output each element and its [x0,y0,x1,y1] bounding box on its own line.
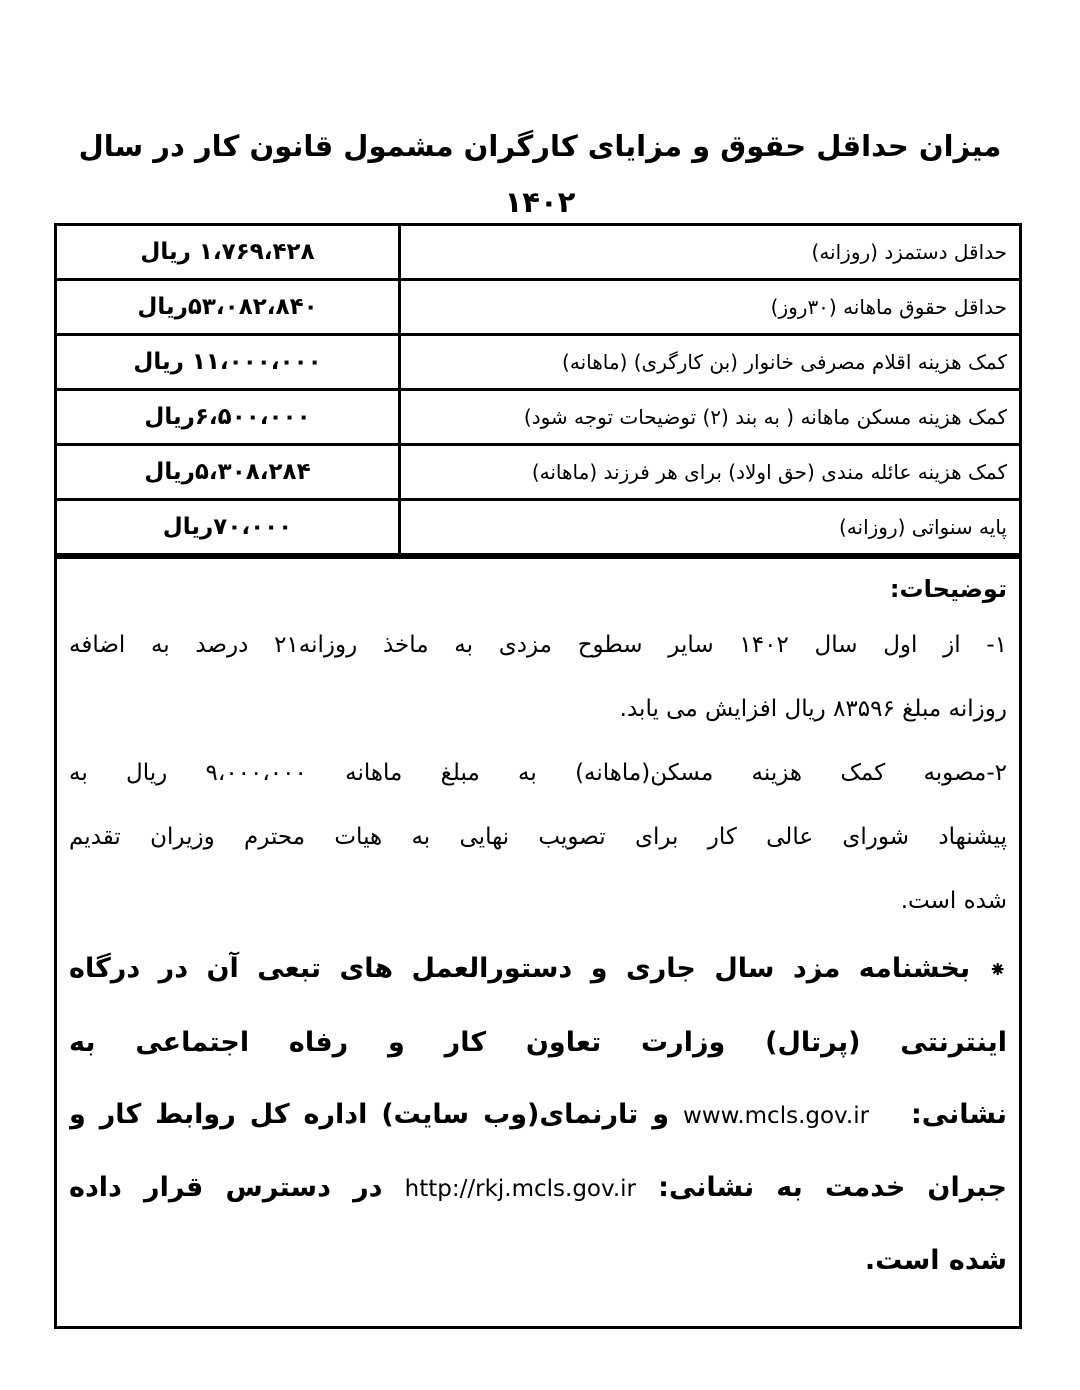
notes-section [57,556,1019,1326]
notice-text: در دسترس قرار داده [69,1172,383,1203]
circular-notice-line: شده است. [864,1245,1007,1276]
circular-notice-line [69,933,1007,1007]
asterisk-icon: ⁕ [988,958,1007,983]
note-1-line: روزانه مبلغ ۸۳۵۹۶ ریال افزایش می یابد. [619,696,1007,722]
row-value: ۵۳،۰۸۲،۸۴۰ریال [137,294,318,320]
ministry-website-link[interactable]: www.mcls.gov.ir [683,1103,870,1129]
notice-text: جبران خدمت به نشانی: [658,1172,1007,1203]
row-label: کمک هزینه اقلام مصرفی خانوار (بن کارگری) (ماهانه) [398,336,1019,388]
row-value: ۵،۳۰۸،۲۸۴ریال [144,459,311,485]
row-label: کمک هزینه مسکن ماهانه ( به بند (۲) توضیحات توجه شود) [398,391,1019,443]
table-row [57,226,1019,281]
row-label: حداقل حقوق ماهانه (۳۰روز) [398,281,1019,333]
department-website-link[interactable]: http://rkj.mcls.gov.ir [404,1176,636,1202]
notice-text: بخشنامه مزد سال جاری و دستورالعمل های تبعی آن در درگاه [69,953,971,984]
row-value: ۶،۵۰۰،۰۰۰ریال [144,404,311,430]
circular-notice-line: اینترنتی (پرتال) وزارت تعاون کار و رفاه اجتماعی به [69,1027,1007,1058]
table-row [57,391,1019,446]
wage-table [54,223,1022,1329]
table-row [57,281,1019,336]
row-label: حداقل دستمزد (روزانه) [398,226,1019,278]
note-1-line: ۱- از اول سال ۱۴۰۲ سایر سطوح مزدی به ماخذ روزانه۲۱ درصد به اضافه [69,632,1007,658]
notice-text: نشانی: [910,1099,1007,1130]
table-row [57,446,1019,501]
row-label: پایه سنواتی (روزانه) [398,501,1019,553]
row-label: کمک هزینه عائله مندی (حق اولاد) برای هر فرزند (ماهانه) [398,446,1019,498]
circular-notice-line [69,1152,1007,1225]
note-2-line: شده است. [900,888,1007,914]
row-value: ۷۰،۰۰۰ریال [162,514,293,540]
note-2-line: پیشنهاد شورای عالی کار برای تصویب نهایی به هیات محترم وزیران تقدیم [69,824,1007,850]
note-2-line: ۲-مصوبه کمک هزینه مسکن(ماهانه) به مبلغ ماهانه ۹،۰۰۰،۰۰۰ ریال به [69,760,1007,786]
row-value: ۱،۷۶۹،۴۲۸ ریال [140,239,315,265]
table-row [57,501,1019,556]
row-value: ۱۱،۰۰۰،۰۰۰ ریال [133,349,322,375]
notice-text: و تارنمای(وب سایت) اداره کل روابط کار و [69,1099,670,1130]
page-title: میزان حداقل حقوق و مزایای کارگران مشمول قانون کار در سال ۱۴۰۲ [78,129,1002,219]
table-row [57,336,1019,391]
notes-heading: توضیحات: [889,575,1007,603]
circular-notice-line [69,1079,1007,1152]
